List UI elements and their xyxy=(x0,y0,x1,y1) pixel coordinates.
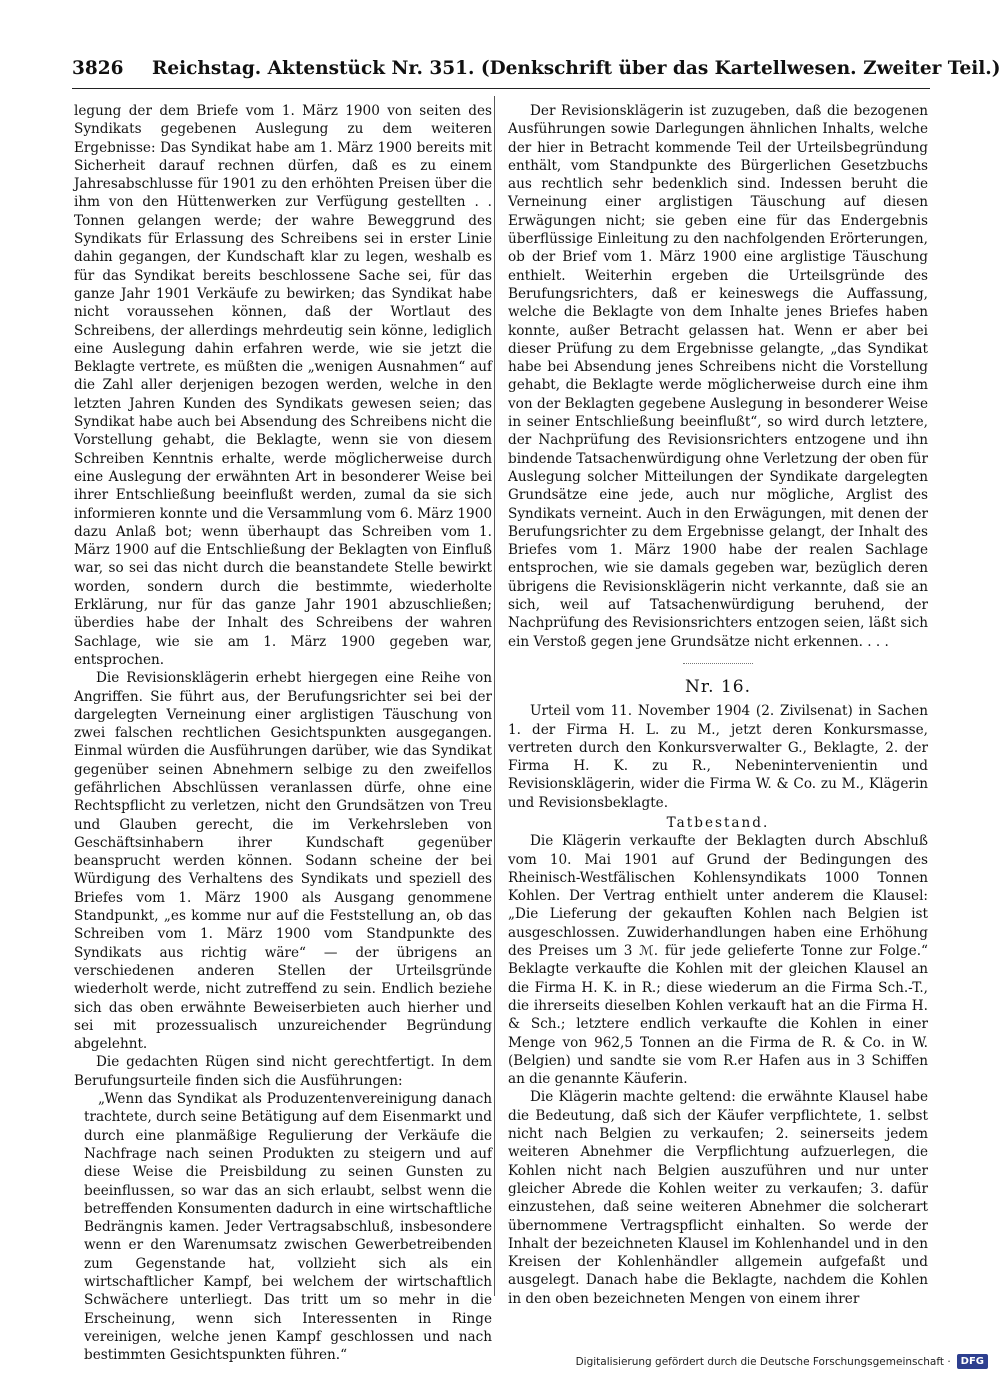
dfg-logo: DFG xyxy=(957,1354,988,1369)
paragraph: Die Klägerin machte geltend: die erwähnte Klausel habe die Bedeutung, daß sich der Käufer verpflichtete, 1. selbst nicht nach Belgien zu verkaufen; 2. seinerseits jedem weiteren Abnehmer die Verpflichtung aufzuerlegen, die Kohlen nicht nach Belgien auszuführen und nur unter gleicher Abrede die Kohlen weiter zu verkaufen; 3. dafür einzustehen, daß seine weiteren Abnehmer die solcherart übernommene Vertragspflicht einhalten. So werde der Inhalt der bezeichneten Klausel im Kohlenhandel und in den Kreisen der Kohlenhändler allgemein aufgefaßt und ausgelegt. Danach habe die Beklagte, nachdem die Kohlen in den oben bezeichneten Mengen von einem ihrer xyxy=(508,1089,928,1307)
subheading: Tatbestand. xyxy=(666,814,770,831)
page-header xyxy=(72,58,1000,88)
case-summary: Urteil vom 11. November 1904 (2. Zivilsenat) in Sachen 1. der Firma H. L. zu M., jetzt deren Konkursmasse, vertreten durch den Konkursverwalter G., Beklagte, 2. der Firma H. K. zu R., Nebenintervenientin und Revisionsklägerin, wider die Firma W. & Co. zu M., Klägerin und Revisionsbeklagte. xyxy=(508,703,928,811)
quoted-paragraph: „Wenn das Syndikat als Produzentenvereinigung danach trachtete, durch seine Betätigung auf dem Eisenmarkt und durch eine planmäßige Regulierung der Verkäufe die Nachfrage nach seinen Produkten zu steigern und auf diese Weise die Preisbildung zu seinen Gunsten zu beeinflussen, so war das an sich erlaubt, selbst wenn die betreffenden Konsumenten dadurch in eine wirtschaftliche Bedrängnis kamen. Jeder Vertragsabschluß, insbesondere wenn er den Warenumsatz zwischen Gewerbetreibenden zum Gegenstande hat, vollzieht sich als ein wirtschaftlicher Kampf, bei welchem der wirtschaftlich Schwächere unterliegt. Das tritt um so mehr in die Erscheinung, wenn sich Interessenten in Ringe vereinigen, welche jenen Kampf geschlossen und nach bestimmten Gesichtspunkten führen.“ xyxy=(84,1091,492,1364)
section-divider xyxy=(683,663,753,664)
header-rule xyxy=(72,88,930,89)
section-heading: Nr. 16. xyxy=(685,676,751,697)
left-column xyxy=(74,102,492,1364)
column-separator xyxy=(494,96,495,1296)
footer-text: Digitalisierung gefördert durch die Deutsche Forschungsgemeinschaft · xyxy=(575,1355,951,1368)
paragraph: Die Revisionsklägerin erhebt hiergegen eine Reihe von Angriffen. Sie führt aus, der Berufungsrichter sei bei der dargelegten Verneinung einer arglistigen Täuschung von zwei falschen rechtlichen Gesichtspunkten ausgegangen. Einmal würden die Ausführungen darüber, wie das Syndikat gegenüber seinen Abnehmern selbige zu den zweifellos gefährlichen Abschlüssen veranlassen dürfe, ohne eine Rechtspflicht zu verletzen, nicht den Grundsätzen von Treu und Glauben gerecht, die im Verkehrsleben von Geschäftsinhabern ihrer Kundschaft gegenüber beansprucht werden können. Sodann scheine der bei Würdigung des Verhaltens des Syndikats und speziell des Briefes vom 1. März 1900 als Ausgang genommene Standpunkt, „es komme nur auf die Feststellung an, ob das Schreiben vom 1. März 1900 vom Standpunkte des Syndikats aus richtig wäre“ — der übrigens an verschiedenen anderen Stellen der Urteilsgründe wiederholt werde, nicht zutreffend zu sein. Endlich beziehe sich das oben erwähnte Beweiserbieten auch hierher und sei mit prozessualisch unzureichender Begründung abgelehnt. xyxy=(74,670,492,1053)
page-number: 3826 xyxy=(72,58,124,79)
paragraph: Die gedachten Rügen sind nicht gerechtfertigt. In dem Berufungsurteile finden sich die Ausführungen: xyxy=(74,1054,492,1089)
paragraph: legung der dem Briefe vom 1. März 1900 von seiten des Syndikats gegebenen Auslegung zu dem weiteren Ergebnisse: Das Syndikat habe am 1. März 1900 bereits mit Sicherheit darauf rechnen dürfen, daß es zu einem Jahresabschlusse für 1901 zu den erhöhten Preisen über die ihm von den Hüttenwerken zur Verfügung gestellten . . Tonnen gelangen werde; der wahre Beweggrund des Syndikats für Erlassung des Schreibens sei in erster Linie dahin gegangen, der Kundschaft klar zu legen, weshalb es für das Syndikat bereits beschlossene Sache sei, für das ganze Jahr 1901 Verkäufe zu bewirken; das Syndikat habe nicht voraussehen können, daß der Wortlaut des Schreibens, der allerdings mehrdeutig sein könne, lediglich eine Auslegung dahin erfahren werde, wie sie jetzt die Beklagte vertrete, es müßten die „wenigen Ausnahmen“ auf die Zahl aller derjenigen bezogen werden, welche in den letzten Jahren Kunden des Syndikats gewesen seien; das Syndikat habe auch bei Absendung des Schreibens nicht die Vorstellung gehabt, die Beklagte, wenn sie von diesem Schreiben Kenntnis erhalte, werde möglicherweise durch eine Auslegung der erwähnten Art in besonderer Weise bei ihrer Entschließung beeinflußt werden, zumal da sie sich informieren konnte und die Versammlung vom 6. März 1900 dazu Anlaß bot; wenn überhaupt das Schreiben vom 1. März 1900 auf die Entschließung der Beklagten von Einfluß war, so sei das nicht durch die beanstandete Stelle bewirkt worden, sondern durch die bestimmte, wiederholte Erklärung, nur für das ganze Jahr 1901 abzuschließen; überdies habe der Inhalt des Schreibens der wahren Sachlage, wie sie am 1. März 1900 gegeben war, entsprochen. xyxy=(74,103,492,668)
paragraph: Der Revisionsklägerin ist zuzugeben, daß die bezogenen Ausführungen sowie Darlegungen ähnlichen Inhalts, welche der hier in Betracht kommende Teil der Urteilsbegründung enthält, vom Standpunkte des Bürgerlichen Gesetzbuchs aus rechtlich sehr bedenklich sind. Indessen beruht die Verneinung einer arglistigen Täuschung auf diesen Erwägungen nicht; sie geben eine für das Endergebnis überflüssige Einleitung zu den nachfolgenden Erörterungen, ob der Brief vom 1. März 1900 eine arglistige Täuschung enthielt. Weiterhin ergeben die Urteilsgründe des Berufungsrichters, daß er keineswegs die Auffassung, welche die Beklagte von dem Inhalte jenes Briefes haben konnte, außer Betracht gelassen hat. Wenn er aber bei dieser Prüfung zu dem Ergebnisse gelangte, „das Syndikat habe bei Absendung jenes Schreibens nicht die Vorstellung gehabt, die Beklagte werde möglicherweise durch eine ihm von der Beklagten gegebene Auslegung in besonderer Weise in seiner Entschließung beeinflußt“, so wird durch letztere, der Nachprüfung des Revisionsrichters entzogene und ihn bindende Tatsachenwürdigung ohne Verletzung der oben für Auslegung solcher Mitteilungen der Syndikate dargelegten Grundsätze eine jede, auch nur mögliche, Arglist des Syndikats verneint. Auch in den Erwägungen, mit denen der Berufungsrichter zu dem Ergebnisse gelangt, der Inhalt des Briefes vom 1. März 1900 habe der realen Sachlage entsprochen, wie sie damals gegeben war, bezüglich deren übrigens die Revisionsklägerin nicht verkannte, daß sie an sich, weil auf Tatsachenwürdigung beruhend, der Nachprüfung des Revisionsrichters entzogen seien, läßt sich ein Verstoß gegen jene Grundsätze nicht erkennen. . . . xyxy=(508,103,928,650)
running-title: Reichstag. Aktenstück Nr. 351. (Denkschrift über das Kartellwesen. Zweiter Teil.) xyxy=(152,58,1000,79)
paragraph: Die Klägerin verkaufte der Beklagten durch Abschluß vom 10. Mai 1901 auf Grund der Bedingungen des Rheinisch-Westfälischen Kohlensyndikats 1000 Tonnen Kohlen. Der Vertrag enthielt unter anderem die Klausel: „Die Lieferung der gekauften Kohlen nach Belgien ist ausgeschlossen. Zuwiderhandlungen haben eine Erhöhung des Preises um 3 ℳ. für jede gelieferte Tonne zur Folge.“ Beklagte verkaufte die Kohlen mit der gleichen Klausel an die Firma H. K. in R.; diese wiederum an die Firma Sch.-T., die ihrerseits dieselben Kohlen verkauft hat an die Firma H. & Sch.; letztere endlich verkaufte die Kohlen in einer Menge von 962,5 Tonnen an die Firma de R. & Co. in W. (Belgien) und sandte sie vom R.er Hafen aus in 3 Schiffen an die genannte Käuferin. xyxy=(508,833,928,1088)
right-column xyxy=(508,102,928,1308)
digitization-footer xyxy=(576,1354,988,1369)
